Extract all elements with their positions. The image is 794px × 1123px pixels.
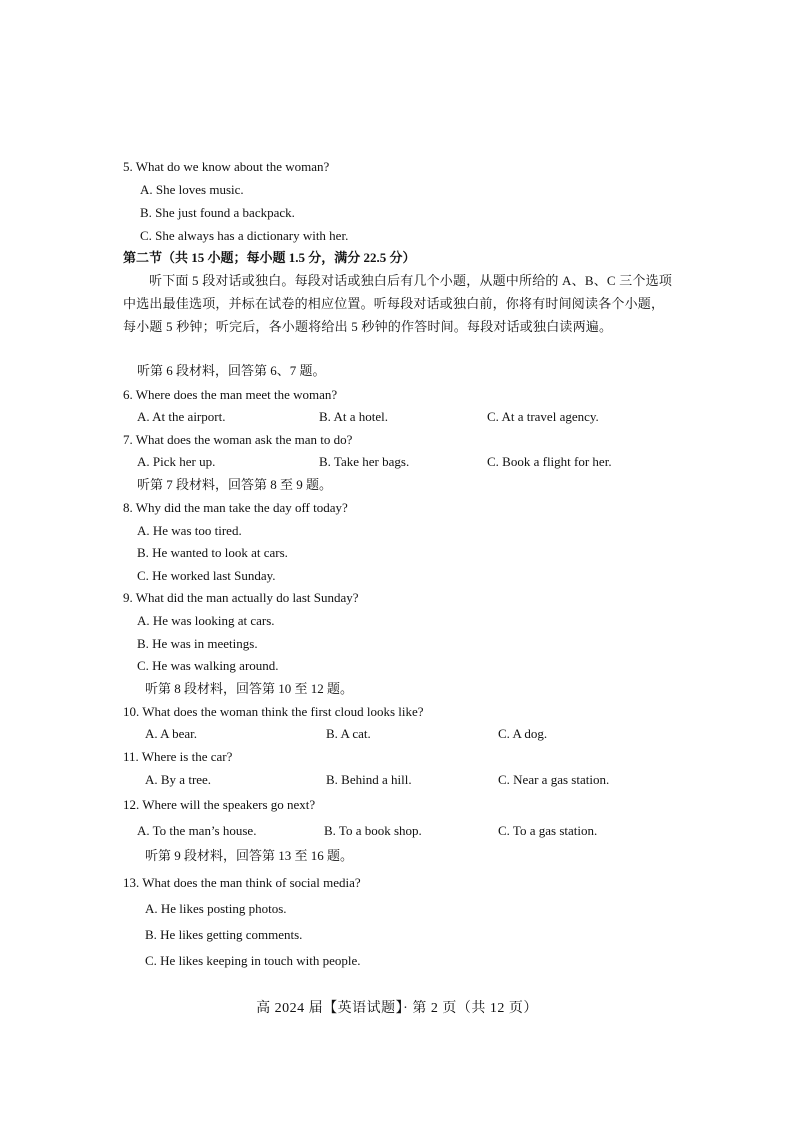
question-6: 6. Where does the man meet the woman? — [123, 387, 338, 402]
question-7: 7. What does the woman ask the man to do? — [123, 432, 353, 447]
q9-option-a: A. He was looking at cars. — [137, 613, 275, 628]
question-5: 5. What do we know about the woman? — [123, 159, 330, 174]
q13-option-a: A. He likes posting photos. — [145, 901, 287, 916]
q6-option-b: B. At a hotel. — [319, 409, 388, 424]
q7-option-b: B. Take her bags. — [319, 454, 410, 469]
material-8-note: 听第 8 段材料，回答第 10 至 12 题。 — [145, 681, 354, 696]
q12-option-a: A. To the man’s house. — [137, 823, 257, 838]
q13-option-c: C. He likes keeping in touch with people. — [145, 953, 361, 968]
q8-option-b: B. He wanted to look at cars. — [137, 545, 288, 560]
q8-option-c: C. He worked last Sunday. — [137, 568, 276, 583]
q11-option-b: B. Behind a hill. — [326, 772, 412, 787]
q11-option-c: C. Near a gas station. — [498, 772, 610, 787]
q7-option-a: A. Pick her up. — [137, 454, 216, 469]
material-6-note: 听第 6 段材料，回答第 6、7 题。 — [137, 363, 326, 378]
q11-option-a: A. By a tree. — [145, 772, 212, 787]
section-instruction: 听下面 5 段对话或独白。每段对话或独白后有几个小题，从题中所给的 A、B、C 三个选项中选出最佳选项，并标在试卷的相应位置。听每段对话或独白前，你将有时间阅读各个小题，每小题 5 秒钟；听完后，各小题将给出 5 秒钟的作答时间。每段对话或独白读两遍。 — [123, 273, 673, 334]
q9-option-b: B. He was in meetings. — [137, 636, 258, 651]
question-11: 11. Where is the car? — [123, 749, 233, 764]
question-12: 12. Where will the speakers go next? — [123, 797, 316, 812]
question-8: 8. Why did the man take the day off today? — [123, 500, 348, 515]
question-9: 9. What did the man actually do last Sunday? — [123, 590, 359, 605]
q8-option-a: A. He was too tired. — [137, 523, 242, 538]
q10-option-a: A. A bear. — [145, 726, 197, 741]
q13-option-b: B. He likes getting comments. — [145, 927, 303, 942]
question-10: 10. What does the woman think the first cloud looks like? — [123, 704, 424, 719]
q6-option-c: C. At a travel agency. — [487, 409, 599, 424]
q7-option-c: C. Book a flight for her. — [487, 454, 612, 469]
q5-option-c: C. She always has a dictionary with her. — [140, 228, 349, 243]
question-13: 13. What does the man think of social media? — [123, 875, 361, 890]
q6-option-a: A. At the airport. — [137, 409, 226, 424]
q10-option-b: B. A cat. — [326, 726, 371, 741]
page-footer: 高 2024 届【英语试题】· 第 2 页（共 12 页） — [256, 1001, 538, 1016]
q12-option-b: B. To a book shop. — [324, 823, 422, 838]
q12-option-c: C. To a gas station. — [498, 823, 598, 838]
material-7-note: 听第 7 段材料，回答第 8 至 9 题。 — [137, 477, 333, 492]
section-heading: 第二节（共 15 小题；每小题 1.5 分，满分 22.5 分） — [123, 250, 416, 265]
material-9-note: 听第 9 段材料，回答第 13 至 16 题。 — [145, 848, 354, 863]
q10-option-c: C. A dog. — [498, 726, 548, 741]
q9-option-c: C. He was walking around. — [137, 658, 279, 673]
q5-option-b: B. She just found a backpack. — [140, 205, 295, 220]
q5-option-a: A. She loves music. — [140, 182, 244, 197]
